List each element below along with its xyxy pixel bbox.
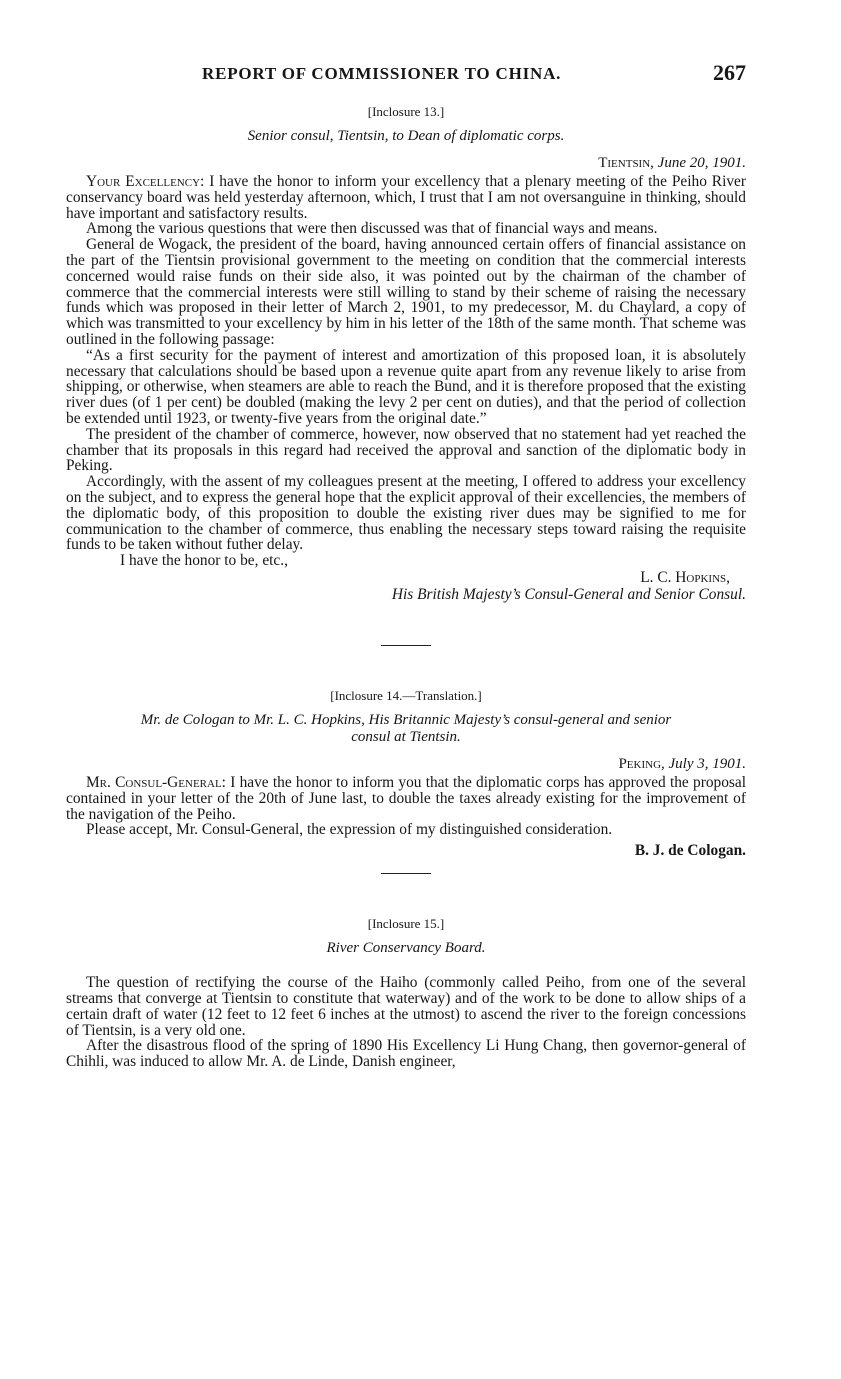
signature (66, 569, 746, 586)
letter-paragraph: Among the various questions that were then discussed was that of financial ways and means. (86, 220, 658, 238)
page-number: 267 (713, 60, 746, 85)
inclosure-15-heading: River Conservancy Board. (326, 940, 486, 957)
letter-paragraph: Please accept, Mr. Consul-General, the expression of my distinguished consideration. (86, 821, 613, 839)
heading-line: Mr. de Cologan to Mr. L. C. Hopkins, His Britannic Majesty’s consul-general and senior (140, 711, 672, 728)
dateline-place: Peking, (618, 755, 665, 772)
salutation: Your Excellency: (86, 173, 205, 190)
inclosure-14-label: [Inclosure 14.—Translation.] (330, 687, 482, 703)
heading-line: consul at Tientsin. (351, 728, 461, 745)
closing-line: I have the honor to be, etc., (120, 552, 288, 570)
dateline-date: June 20, 1901. (657, 155, 746, 171)
letter-paragraph: Accordingly, with the assent of my colleagues present at the meeting, I offered to address your excellency on the subject, and to express the general hope that the explicit approval of their excellencies, the members of the diplomatic body, of this proposition to double the existing river dues may be signified to me for communication to the chamber of commerce, thus enabling the necessary steps toward raising the requisite funds to be taken without futher delay. (66, 473, 746, 554)
signatory-title: His British Majesty’s Consul-General and Senior Consul. (391, 585, 746, 603)
inclosure-14-heading (66, 712, 746, 746)
inclosure-13-label: [Inclosure 13.] (367, 104, 445, 119)
signatory-name: B. J. de Cologan. (634, 842, 746, 860)
body-paragraph: The question of rectifying the course of the Haiho (commonly called Peiho, from one of the several streams that converge at Tientsin to constitute that waterway) and of the work to be done to allow ships of a certain draft of water (12 feet to 12 feet 6 inches at the utmost) to ascend the river to the foreign concessions of Tientsin, is a very old one. (66, 974, 746, 1039)
document-page (66, 60, 746, 1070)
paragraph-text: I have the honor to inform you that the diplomatic corps has approved the proposal contained in your letter of the 20th of June last, to double the taxes already existing for the improvement of the navigation of the Peiho. (66, 773, 746, 823)
letter-paragraph (66, 775, 746, 822)
inclosure-14 (66, 688, 746, 859)
body-paragraph: After the disastrous flood of the spring of 1890 His Excellency Li Hung Chang, then governor-general of Chihli, was induced to allow Mr. A. de Linde, Danish engineer, (66, 1037, 746, 1071)
salutation: Mr. Consul-General: (86, 773, 226, 791)
running-title: REPORT OF COMMISSIONER TO CHINA. (202, 64, 562, 83)
letter-paragraph: The president of the chamber of commerce, however, now observed that no statement had yet reached the chamber that its proposals in this regard had received the approval and sanction of the diplomatic body in Peking. (66, 425, 746, 475)
inclosure-13-dateline (66, 155, 746, 172)
letter-paragraph (66, 174, 746, 221)
dateline-place: Tientsin, (598, 155, 654, 171)
running-header (66, 60, 746, 92)
inclosure-13-heading: Senior consul, Tientsin, to Dean of diplomatic corps. (247, 128, 565, 144)
dateline-date: July 3, 1901. (668, 755, 746, 772)
inclosure-13 (66, 104, 746, 603)
inclosure-14-dateline (66, 756, 746, 773)
inclosure-15-label: [Inclosure 15.] (367, 916, 445, 932)
letter-paragraph: General de Wogack, the president of the board, having announced certain offers of financial assistance on the part of the Tientsin provisional government to the meeting on condition that the commercial interests concerned would raise funds on their side also, it was pointed out by the chairman of the chamber of commerce that the commercial interests were still willing to stand by their scheme of raising the necessary funds which was proposed in their letter of March 2, 1901, to my predecessor, M. du Chaylard, a copy of which was transmitted to your excellency by him in his letter of the 18th of the same month. That scheme was outlined in the following passage: (66, 236, 746, 348)
quoted-passage: “As a first security for the payment of interest and amortization of this proposed loan, it is absolutely necessary that calculations should be based upon a revenue quite apart from any revenue likely to arise from shipping, or otherwise, when steamers are able to reach the Bund, and it is therefore proposed that the existing river dues (of 1 per cent) be doubled (making the levy 2 per cent on duties), and that the period of collection be extended until 1923, or twenty-five years from the original date.” (66, 346, 746, 427)
paragraph-text: I have the honor to inform your excellency that a plenary meeting of the Peiho River conservancy board was held yesterday afternoon, which, I trust that I am not oversanguine in thinking, should have important and satisfactory results. (66, 173, 746, 222)
signatory-name: L. C. Hopkins, (640, 568, 730, 586)
inclosure-15 (66, 916, 746, 1070)
